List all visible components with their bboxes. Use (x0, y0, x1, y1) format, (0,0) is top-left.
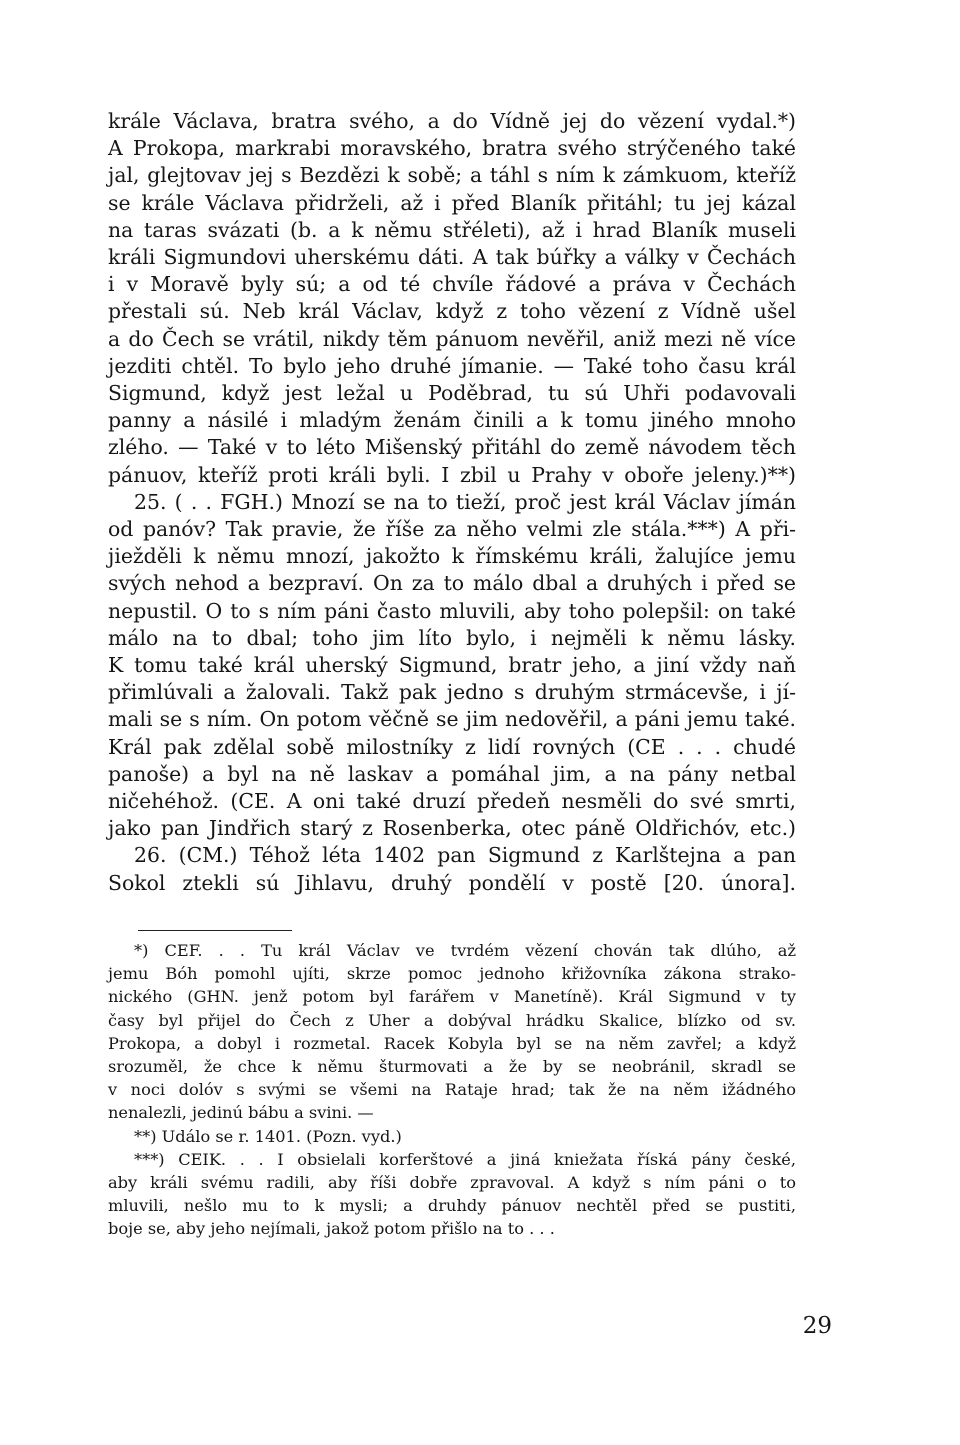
text-line: jezditi chtěl. To bylo jeho druhé jímanie. — Také toho času král (108, 353, 796, 378)
page-body (108, 108, 796, 1241)
footnote-line: aby králi svému radili, aby říši dobře zpravoval. A když s ním páni o to (108, 1172, 796, 1192)
text-line: jako pan Jindřich starý z Rosenberka, otec páně Oldřichóv, etc.) (108, 816, 796, 841)
text-line: přestali sú. Neb král Václav, když z toho vězení z Vídně ušel (108, 299, 796, 324)
text-line: K tomu také král uherský Sigmund, bratr jeho, a jiní vždy naň (108, 653, 796, 678)
text-line: mali se s ním. On potom věčně se jim nedověřil, a páni jemu také. (108, 707, 796, 732)
text-line: jal, glejtovav jej s Bezdězi k sobě; a táhl s ním k zámkuom, kteříž (108, 163, 796, 188)
footnote-line: boje se, aby jeho nejímali, jakož potom přišlo na to . . . (108, 1219, 555, 1239)
text-line: Sigmund, když jest ležal u Poděbrad, tu sú Uhři podavovali (108, 381, 796, 406)
text-line: pánuov, kteříž proti králi byli. I zbil u Prahy v oboře jeleny.)**) (108, 462, 796, 487)
footnote-line: nického (GHN. jenž potom byl farářem v Manetíně). Král Sigmund v ty (108, 987, 796, 1007)
footnote-line: nenalezli, jedinú bábu a svini. — (108, 1103, 374, 1123)
footnote-divider (138, 930, 292, 931)
footnote-line: Prokopa, a dobyl i rozmetal. Racek Kobyla byl se na něm zavřel; a když (108, 1033, 796, 1053)
footnote-line: mluvili, nešlo mu to k mysli; a druhdy pánuov nechtěl před se pustiti, (108, 1196, 796, 1216)
text-line: svých nehod a bezpraví. On za to málo dbal a druhých i před se (108, 571, 796, 596)
text-line: i v Moravě byly sú; a od té chvíle řádové a práva v Čechách (108, 272, 796, 297)
text-line: od panóv? Tak pravie, že říše za něho velmi zle stála.***) A při- (108, 517, 796, 542)
text-line: zlého. — Také v to léto Mišenský přitáhl do země návodem těch (108, 435, 796, 460)
footnote-line: jemu Bóh pomohl ujíti, skrze pomoc jednoho křižovníka zákona strako- (108, 964, 796, 984)
text-line: a do Čech se vrátil, nikdy těm pánuom nevěřil, aniž mezi ně více (108, 326, 796, 351)
footnotes (108, 939, 796, 1241)
text-line: krále Václava, bratra svého, a do Vídně jej do vězení vydal.*) (108, 109, 796, 133)
footnote-line: **) Událo se r. 1401. (Pozn. vyd.) (134, 1126, 402, 1146)
footnote-line: v noci dolóv s svými se všemi na Rataje hrad; tak že na něm ižádného (108, 1080, 796, 1100)
text-line: 26. (CM.) Téhož léta 1402 pan Sigmund z Karlštejna a pan (134, 843, 796, 868)
text-line: panoše) a byl na ně laskav a pomáhal jim, a na pány netbal (108, 761, 796, 786)
text-line: na taras svázati (b. a k němu střéleti), až i hrad Blaník museli (108, 217, 796, 242)
text-line: panny a násilé i mladým ženám činili a k tomu jiného mnoho (108, 408, 796, 433)
footnote-line: *) CEF. . . Tu král Václav ve tvrdém vězení chován tak dlúho, až (134, 940, 796, 960)
main-text (108, 108, 796, 897)
page-number: 29 (802, 1313, 832, 1339)
text-line: 25. ( . . FGH.) Mnozí se na to tieží, proč jest král Václav jímán (134, 489, 796, 514)
text-line: A Prokopa, markrabi moravského, bratra svého strýčeného také (108, 136, 796, 161)
text-line: jiežděli k němu mnozí, jakožto k římskému králi, žalujíce jemu (108, 544, 796, 569)
footnote-line: časy byl přijel do Čech z Uher a dobýval hrádku Skalice, blízko od sv. (108, 1010, 796, 1030)
footnote-line: ***) CEIK. . . I obsielali korferštové a jiná kniežata říská pány české, (134, 1149, 796, 1169)
text-line: Sokol ztekli sú Jihlavu, druhý pondělí v postě [20. února]. (108, 870, 796, 895)
text-line: málo na to dbal; toho jim líto bylo, i nejměli k němu lásky. (108, 625, 796, 650)
footnote-line: srozuměl, že chce k němu šturmovati a že by se neobránil, skradl se (108, 1056, 796, 1076)
text-line: králi Sigmundovi uherskému dáti. A tak búřky a války v Čechách (108, 245, 796, 270)
text-line: ničehéhož. (CE. A oni také druzí předeň nesměli do své smrti, (108, 789, 796, 814)
text-line: nepustil. O to s ním páni často mluvili, aby toho polepšil: on také (108, 598, 796, 623)
text-line: se krále Václava přidrželi, až i před Blaník přitáhl; tu jej kázal (108, 190, 796, 215)
text-line: Král pak zdělal sobě milostníky z lidí rovných (CE . . . chudé (108, 734, 796, 759)
text-line: přimlúvali a žalovali. Takž pak jedno s druhým strmácevše, i jí- (108, 680, 796, 705)
